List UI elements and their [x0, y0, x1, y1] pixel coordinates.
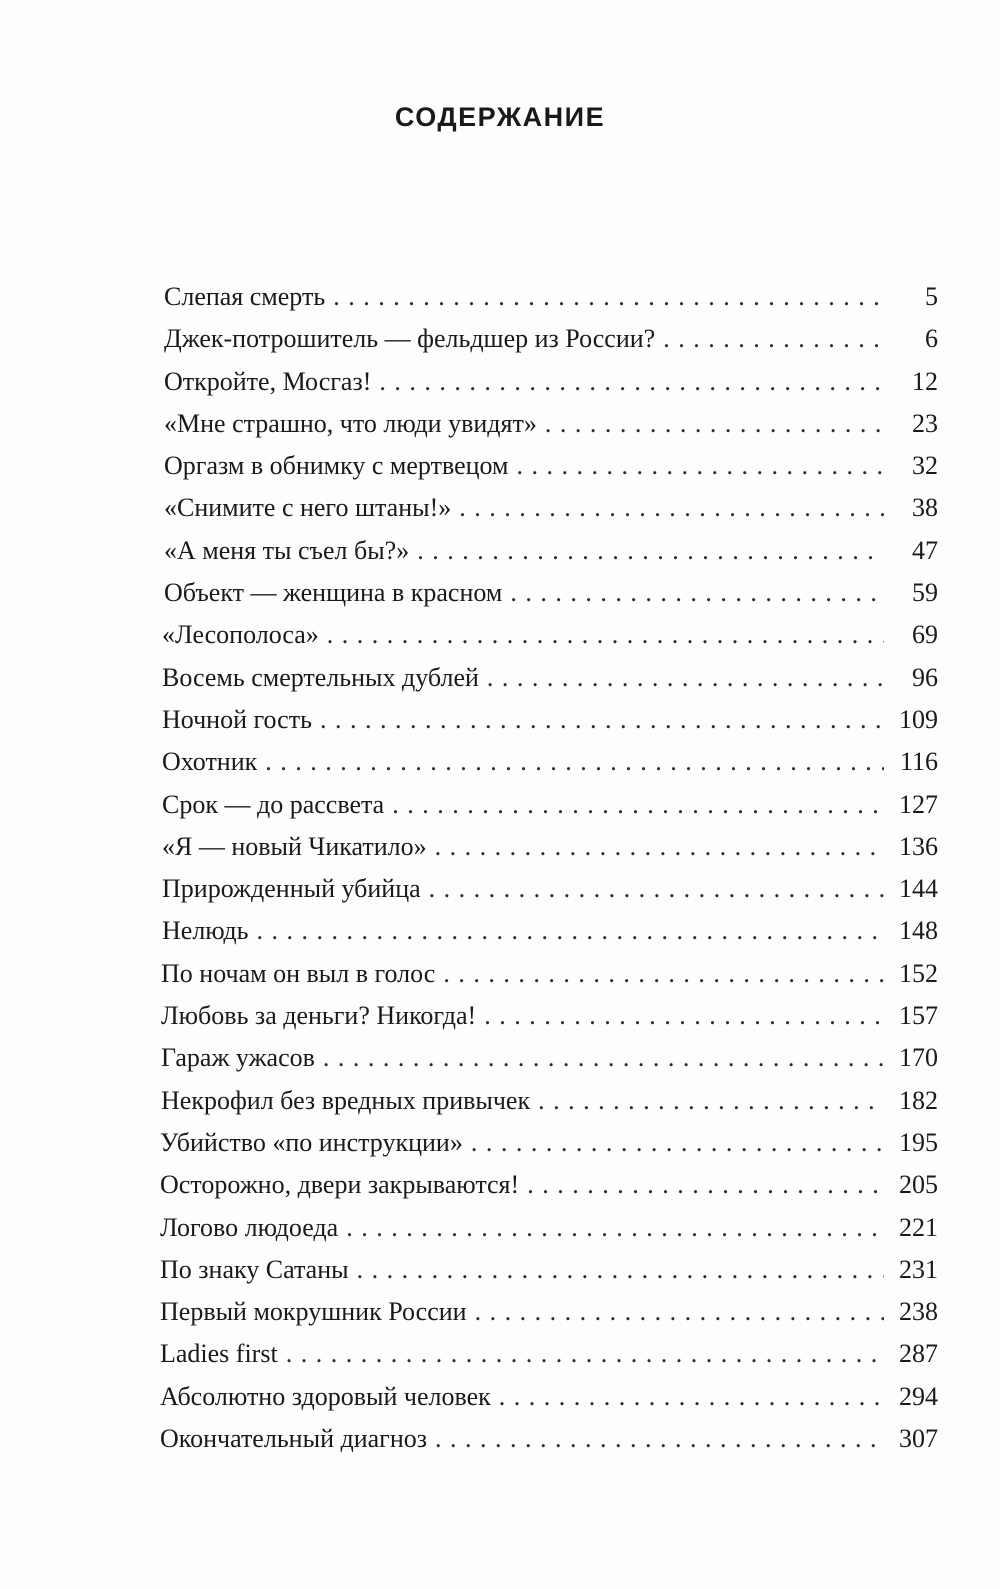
toc-entry-title: Срок — до рассвета: [162, 789, 385, 819]
toc-page-number: 109: [899, 704, 938, 734]
toc-entry-title: «Лесополоса»: [162, 620, 319, 650]
toc-dot-leader: [471, 1122, 884, 1164]
toc-page-number: 12: [912, 366, 938, 396]
toc-dot-leader: [487, 657, 884, 699]
toc-entry-title: Ladies first: [160, 1339, 278, 1369]
toc-entry-title: Нелюдь: [162, 916, 249, 946]
toc-dot-leader: [320, 699, 884, 741]
toc-dot-leader: [265, 741, 884, 783]
toc-dot-leader: [516, 445, 884, 487]
toc-dot-leader: [499, 1376, 884, 1418]
toc-page-number: 195: [899, 1127, 938, 1157]
toc-page-number: 136: [899, 831, 938, 861]
toc-dot-leader: [256, 910, 884, 952]
toc-dot-leader: [323, 1037, 884, 1079]
toc-page-number: 116: [899, 747, 938, 777]
toc-dot-leader: [435, 1418, 884, 1460]
toc-entry[interactable]: [161, 953, 938, 995]
toc-entry[interactable]: [164, 361, 938, 403]
toc-dot-leader: [545, 403, 884, 445]
toc-entry[interactable]: [161, 995, 938, 1037]
toc-page-number: 205: [899, 1170, 938, 1200]
toc-entry-title: Прирожденный убийца: [162, 874, 421, 904]
toc-entry-title: Первый мокрушник России: [160, 1297, 467, 1327]
toc-entry[interactable]: [160, 1291, 938, 1333]
toc-entry[interactable]: [164, 572, 938, 614]
toc-entry-title: По знаку Сатаны: [160, 1254, 349, 1284]
toc-page-number: 59: [912, 578, 938, 608]
toc-page-number: 23: [912, 408, 938, 438]
toc-entry-title: Откройте, Мосгаз!: [164, 366, 372, 396]
toc-entry-title: Восемь смертельных дублей: [162, 662, 479, 692]
toc-entry-title: Любовь за деньги? Никогда!: [161, 1001, 477, 1031]
toc-entry-title: «А меня ты съел бы?»: [164, 535, 410, 565]
toc-dot-leader: [510, 572, 884, 614]
toc-entry-title: Охотник: [162, 747, 258, 777]
toc-entry[interactable]: [161, 1037, 938, 1079]
toc-entry[interactable]: [162, 657, 938, 699]
toc-page-number: 127: [899, 789, 938, 819]
toc-dot-leader: [538, 1080, 884, 1122]
toc-dot-leader: [327, 614, 884, 656]
toc-entry[interactable]: [164, 530, 938, 572]
toc-entry[interactable]: [162, 910, 938, 952]
toc-page-number: 5: [925, 282, 938, 311]
toc-entry-title: Ночной гость: [162, 704, 312, 734]
toc-entry-title: Объект — женщина в красном: [164, 578, 503, 608]
toc-page-number: 170: [899, 1043, 938, 1073]
toc-entry[interactable]: [160, 1376, 938, 1418]
toc-entry[interactable]: [160, 1249, 938, 1291]
page-title: СОДЕРЖАНИЕ: [394, 102, 606, 133]
toc-entry-title: Убийство «по инструкции»: [160, 1127, 463, 1157]
toc-page-number: 238: [899, 1297, 938, 1327]
toc-entry[interactable]: [164, 403, 938, 445]
toc-entry[interactable]: [162, 614, 938, 656]
toc-page-number: 152: [899, 958, 938, 988]
toc-entry-title: Джек-потрошитель — фельдшер из России?: [164, 324, 656, 354]
toc-dot-leader: [379, 361, 884, 403]
toc-dot-leader: [286, 1333, 884, 1375]
toc-entry-title: Оргазм в обнимку с мертвецом: [164, 451, 509, 481]
toc-dot-leader: [663, 318, 884, 360]
toc-entry-title: «Мне страшно, что люди увидят»: [164, 408, 537, 438]
toc-entry-title: «Снимите с него штаны!»: [164, 493, 452, 523]
toc-entry-title: Некрофил без вредных привычек: [161, 1085, 531, 1115]
toc-entry[interactable]: [160, 1122, 938, 1164]
toc-entry-title: Слепая смерть: [164, 282, 326, 311]
toc-entry-title: Осторожно, двери закрываются!: [160, 1170, 520, 1200]
toc-entry[interactable]: [164, 276, 938, 318]
toc-page-number: 231: [899, 1254, 938, 1284]
toc-entry[interactable]: [160, 1164, 938, 1206]
toc-entry[interactable]: [164, 318, 938, 360]
toc-entry[interactable]: [164, 445, 938, 487]
toc-entry[interactable]: [162, 868, 938, 910]
toc-page-number: 6: [925, 324, 938, 354]
toc-page-number: 148: [899, 916, 938, 946]
toc-page-number: 287: [899, 1339, 938, 1369]
toc-dot-leader: [443, 953, 884, 995]
toc-entry[interactable]: [160, 1333, 938, 1375]
toc-dot-leader: [417, 530, 884, 572]
toc-dot-leader: [333, 276, 884, 318]
toc-entry-title: Логово людоеда: [160, 1212, 339, 1242]
toc-dot-leader: [357, 1249, 884, 1291]
toc-entry-title: По ночам он выл в голос: [161, 958, 436, 988]
toc-entry-title: Абсолютно здоровый человек: [160, 1381, 491, 1411]
toc-page-number: 182: [899, 1085, 938, 1115]
toc-page-number: 32: [912, 451, 938, 481]
toc-page-number: 38: [912, 493, 938, 523]
toc-entry-title: Окончательный диагноз: [160, 1424, 428, 1454]
toc-page-number: 221: [899, 1212, 938, 1242]
toc-dot-leader: [392, 784, 884, 826]
toc-entry[interactable]: [161, 1080, 938, 1122]
toc-dot-leader: [475, 1291, 884, 1333]
toc-page-number: 307: [899, 1424, 938, 1454]
toc-dot-leader: [346, 1207, 884, 1249]
toc-page-number: 69: [912, 620, 938, 650]
toc-entry[interactable]: [160, 1207, 938, 1249]
toc-entry-title: «Я — новый Чикатило»: [162, 831, 427, 861]
toc-page-number: 47: [912, 535, 938, 565]
toc-page-number: 294: [899, 1381, 938, 1411]
toc-dot-leader: [435, 826, 884, 868]
toc-dot-leader: [459, 487, 884, 529]
toc-page-number: 96: [912, 662, 938, 692]
toc-dot-leader: [429, 868, 884, 910]
toc-entry[interactable]: [162, 699, 938, 741]
toc-page-number: 144: [899, 874, 938, 904]
toc-entry[interactable]: [162, 826, 938, 868]
toc-entry[interactable]: [164, 487, 938, 529]
toc-entry[interactable]: [162, 741, 938, 783]
toc-entry-title: Гараж ужасов: [161, 1043, 315, 1073]
toc-dot-leader: [484, 995, 884, 1037]
toc-entry[interactable]: [162, 784, 938, 826]
toc-entry[interactable]: [160, 1418, 938, 1460]
toc-dot-leader: [527, 1164, 884, 1206]
table-of-contents: [160, 276, 938, 1460]
toc-page-number: 157: [899, 1001, 938, 1031]
